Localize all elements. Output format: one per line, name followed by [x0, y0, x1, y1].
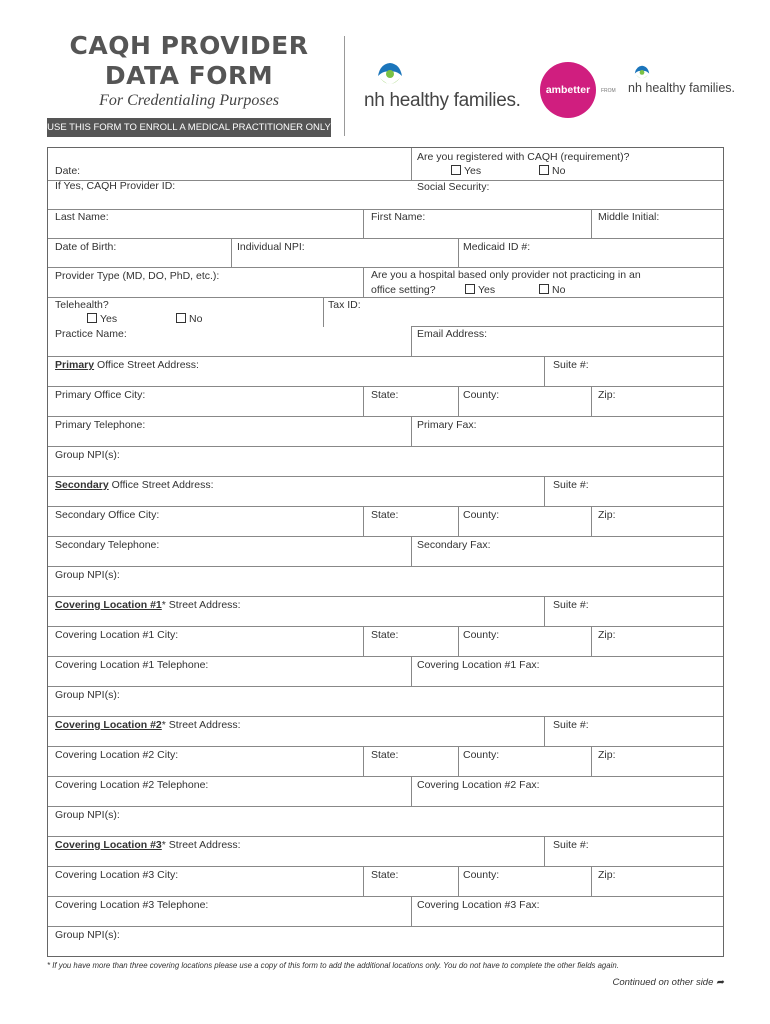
row-divider — [48, 926, 723, 927]
footnote: * If you have more than three covering locations please use a copy of this form to add the additional locations only. You do not have to complete the other fields again. — [47, 961, 619, 970]
fax-field[interactable]: Covering Location #1 Fax: — [417, 659, 540, 671]
col-divider — [458, 506, 459, 536]
state-field[interactable]: State: — [371, 509, 399, 521]
zip-field[interactable]: Zip: — [598, 389, 616, 401]
col-divider — [544, 596, 545, 626]
row-divider — [48, 476, 723, 477]
telephone-field[interactable]: Covering Location #2 Telephone: — [55, 779, 209, 791]
row-divider — [48, 536, 723, 537]
suite-field[interactable]: Suite #: — [553, 359, 589, 371]
address-type-label: Covering Location #2 — [55, 719, 162, 731]
tax-id-field[interactable]: Tax ID: — [328, 299, 361, 311]
col-divider — [363, 866, 364, 896]
col-divider — [591, 506, 592, 536]
instruction-banner: USE THIS FORM TO ENROLL A MEDICAL PRACTITIONER ONLY — [47, 118, 331, 137]
row-divider — [48, 806, 723, 807]
no-label: No — [552, 284, 566, 296]
nh-logo-icon — [370, 60, 410, 90]
col-divider — [591, 746, 592, 776]
no-label: No — [552, 165, 566, 177]
yes-label: Yes — [100, 313, 118, 325]
city-field[interactable]: Primary Office City: — [55, 389, 146, 401]
middle-initial-field[interactable]: Middle Initial: — [598, 211, 660, 223]
row-divider — [48, 896, 723, 897]
continued-label: Continued on other side — [612, 977, 714, 988]
row-divider — [48, 446, 723, 447]
group-npi-field[interactable]: Group NPI(s): — [55, 809, 120, 821]
row-divider — [48, 656, 723, 657]
address-type-label: Secondary — [55, 479, 109, 491]
state-field[interactable]: State: — [371, 749, 399, 761]
street-address-field[interactable] — [55, 719, 241, 731]
row-divider — [48, 238, 723, 239]
practice-name-field[interactable]: Practice Name: — [55, 328, 127, 340]
row-divider — [48, 596, 723, 597]
group-npi-field[interactable]: Group NPI(s): — [55, 449, 120, 461]
col-divider — [411, 536, 412, 566]
col-divider — [458, 746, 459, 776]
caqh-no-checkbox[interactable] — [539, 165, 565, 177]
col-divider — [458, 626, 459, 656]
col-divider — [411, 148, 412, 180]
col-divider — [363, 386, 364, 416]
telephone-field[interactable]: Covering Location #1 Telephone: — [55, 659, 209, 671]
col-divider — [411, 326, 412, 356]
col-divider — [323, 297, 324, 327]
state-field[interactable]: State: — [371, 629, 399, 641]
col-divider — [591, 626, 592, 656]
col-divider — [458, 386, 459, 416]
zip-field[interactable]: Zip: — [598, 509, 616, 521]
col-divider — [591, 866, 592, 896]
zip-field[interactable]: Zip: — [598, 749, 616, 761]
no-label: No — [189, 313, 203, 325]
caqh-yes-checkbox[interactable] — [451, 165, 481, 177]
row-divider — [48, 386, 723, 387]
checkbox-icon — [176, 313, 186, 323]
provider-type-field[interactable]: Provider Type (MD, DO, PhD, etc.): — [55, 270, 220, 282]
individual-npi-field[interactable]: Individual NPI: — [237, 241, 305, 253]
col-divider — [411, 416, 412, 446]
hospital-no-checkbox[interactable] — [539, 284, 565, 296]
group-npi-field[interactable]: Group NPI(s): — [55, 929, 120, 941]
telephone-field[interactable]: Covering Location #3 Telephone: — [55, 899, 209, 911]
col-divider — [591, 209, 592, 238]
row-divider — [48, 836, 723, 837]
row-divider — [48, 297, 723, 298]
group-npi-field[interactable]: Group NPI(s): — [55, 689, 120, 701]
row-divider — [48, 209, 723, 210]
col-divider — [231, 238, 232, 267]
row-divider — [48, 566, 723, 567]
state-field[interactable]: State: — [371, 389, 399, 401]
checkbox-icon — [87, 313, 97, 323]
telehealth-yes-checkbox[interactable] — [87, 313, 117, 325]
col-divider — [544, 356, 545, 386]
col-divider — [363, 209, 364, 238]
title-line-1: CAQH PROVIDER — [69, 31, 309, 60]
address-label: * Street Address: — [161, 839, 241, 851]
city-field[interactable]: Covering Location #3 City: — [55, 869, 179, 881]
row-divider — [48, 866, 723, 867]
col-divider — [411, 776, 412, 806]
row-divider — [48, 267, 723, 268]
street-address-field[interactable] — [55, 479, 214, 491]
street-address-field[interactable] — [55, 359, 199, 371]
address-label: * Street Address: — [161, 599, 241, 611]
col-divider — [544, 716, 545, 746]
zip-field[interactable]: Zip: — [598, 629, 616, 641]
provider-data-form — [47, 147, 724, 957]
col-divider — [363, 626, 364, 656]
checkbox-icon — [539, 284, 549, 294]
checkbox-icon — [539, 165, 549, 175]
county-field[interactable]: County: — [463, 509, 500, 521]
telehealth-no-checkbox[interactable] — [176, 313, 202, 325]
col-divider — [363, 746, 364, 776]
checkbox-icon — [451, 165, 461, 175]
col-divider — [544, 836, 545, 866]
county-field[interactable]: County: — [463, 869, 500, 881]
logo2-text: nh healthy families. — [628, 81, 736, 95]
col-divider — [591, 386, 592, 416]
telephone-field[interactable]: Secondary Telephone: — [55, 539, 160, 551]
form-title — [48, 30, 330, 110]
last-name-field[interactable]: Last Name: — [55, 211, 109, 223]
address-label: Office Street Address: — [108, 479, 214, 491]
row-divider — [48, 506, 723, 507]
dob-field[interactable]: Date of Birth: — [55, 241, 117, 253]
fax-field[interactable]: Covering Location #2 Fax: — [417, 779, 540, 791]
telephone-field[interactable]: Primary Telephone: — [55, 419, 146, 431]
suite-field[interactable]: Suite #: — [553, 719, 589, 731]
col-divider — [544, 476, 545, 506]
col-divider — [458, 238, 459, 267]
ssn-field[interactable]: Social Security: — [417, 181, 490, 193]
email-field[interactable]: Email Address: — [417, 328, 488, 340]
hospital-question-line1: Are you a hospital based only provider not practicing in an — [371, 269, 641, 281]
fax-field[interactable]: Covering Location #3 Fax: — [417, 899, 540, 911]
street-address-field[interactable] — [55, 599, 241, 611]
suite-field[interactable]: Suite #: — [553, 599, 589, 611]
row-divider — [48, 776, 723, 777]
county-field[interactable]: County: — [463, 629, 500, 641]
row-divider — [48, 416, 723, 417]
row-divider — [48, 626, 723, 627]
zip-field[interactable]: Zip: — [598, 869, 616, 881]
city-field[interactable]: Covering Location #1 City: — [55, 629, 179, 641]
address-label: Office Street Address: — [94, 359, 199, 371]
hospital-question-line2: office setting? — [371, 284, 436, 296]
suite-field[interactable]: Suite #: — [553, 839, 589, 851]
suite-field[interactable]: Suite #: — [553, 479, 589, 491]
col-divider — [363, 267, 364, 297]
hospital-yes-checkbox[interactable] — [465, 284, 495, 296]
telehealth-question: Telehealth? — [55, 299, 109, 311]
row-divider — [48, 716, 723, 717]
address-type-label: Primary — [55, 359, 95, 371]
address-type-label: Covering Location #1 — [55, 599, 162, 611]
street-address-field[interactable] — [55, 839, 241, 851]
continued-note — [613, 977, 725, 988]
col-divider — [363, 506, 364, 536]
subtitle: For Credentialing Purposes — [99, 92, 279, 109]
logo-text: nh healthy families. — [364, 90, 521, 111]
ambetter-logo: ambetter — [540, 62, 596, 118]
group-npi-field[interactable]: Group NPI(s): — [55, 569, 120, 581]
fax-field[interactable]: Primary Fax: — [417, 419, 477, 431]
medicaid-id-field[interactable]: Medicaid ID #: — [463, 241, 531, 253]
row-divider — [48, 686, 723, 687]
header-divider — [344, 36, 345, 136]
caqh-registered-question: Are you registered with CAQH (requirement)? — [417, 151, 630, 163]
caqh-id-field[interactable]: If Yes, CAQH Provider ID: — [55, 180, 176, 192]
address-type-label: Covering Location #3 — [55, 839, 162, 851]
checkbox-icon — [465, 284, 475, 294]
county-field[interactable]: County: — [463, 389, 500, 401]
yes-label: Yes — [478, 284, 496, 296]
col-divider — [458, 866, 459, 896]
nh-logo-small-icon — [630, 64, 654, 82]
from-text: FROM — [601, 88, 616, 94]
county-field[interactable]: County: — [463, 749, 500, 761]
fax-field[interactable]: Secondary Fax: — [417, 539, 491, 551]
date-field[interactable]: Date: — [55, 165, 81, 177]
city-field[interactable]: Covering Location #2 City: — [55, 749, 179, 761]
first-name-field[interactable]: First Name: — [371, 211, 426, 223]
arrow-right-icon: ➦ — [716, 977, 724, 988]
yes-label: Yes — [464, 165, 482, 177]
row-divider — [48, 356, 723, 357]
col-divider — [411, 896, 412, 926]
address-label: * Street Address: — [161, 719, 241, 731]
row-divider — [48, 746, 723, 747]
row-divider — [411, 326, 723, 327]
state-field[interactable]: State: — [371, 869, 399, 881]
city-field[interactable]: Secondary Office City: — [55, 509, 160, 521]
title-line-2: DATA FORM — [104, 61, 274, 90]
col-divider — [411, 656, 412, 686]
